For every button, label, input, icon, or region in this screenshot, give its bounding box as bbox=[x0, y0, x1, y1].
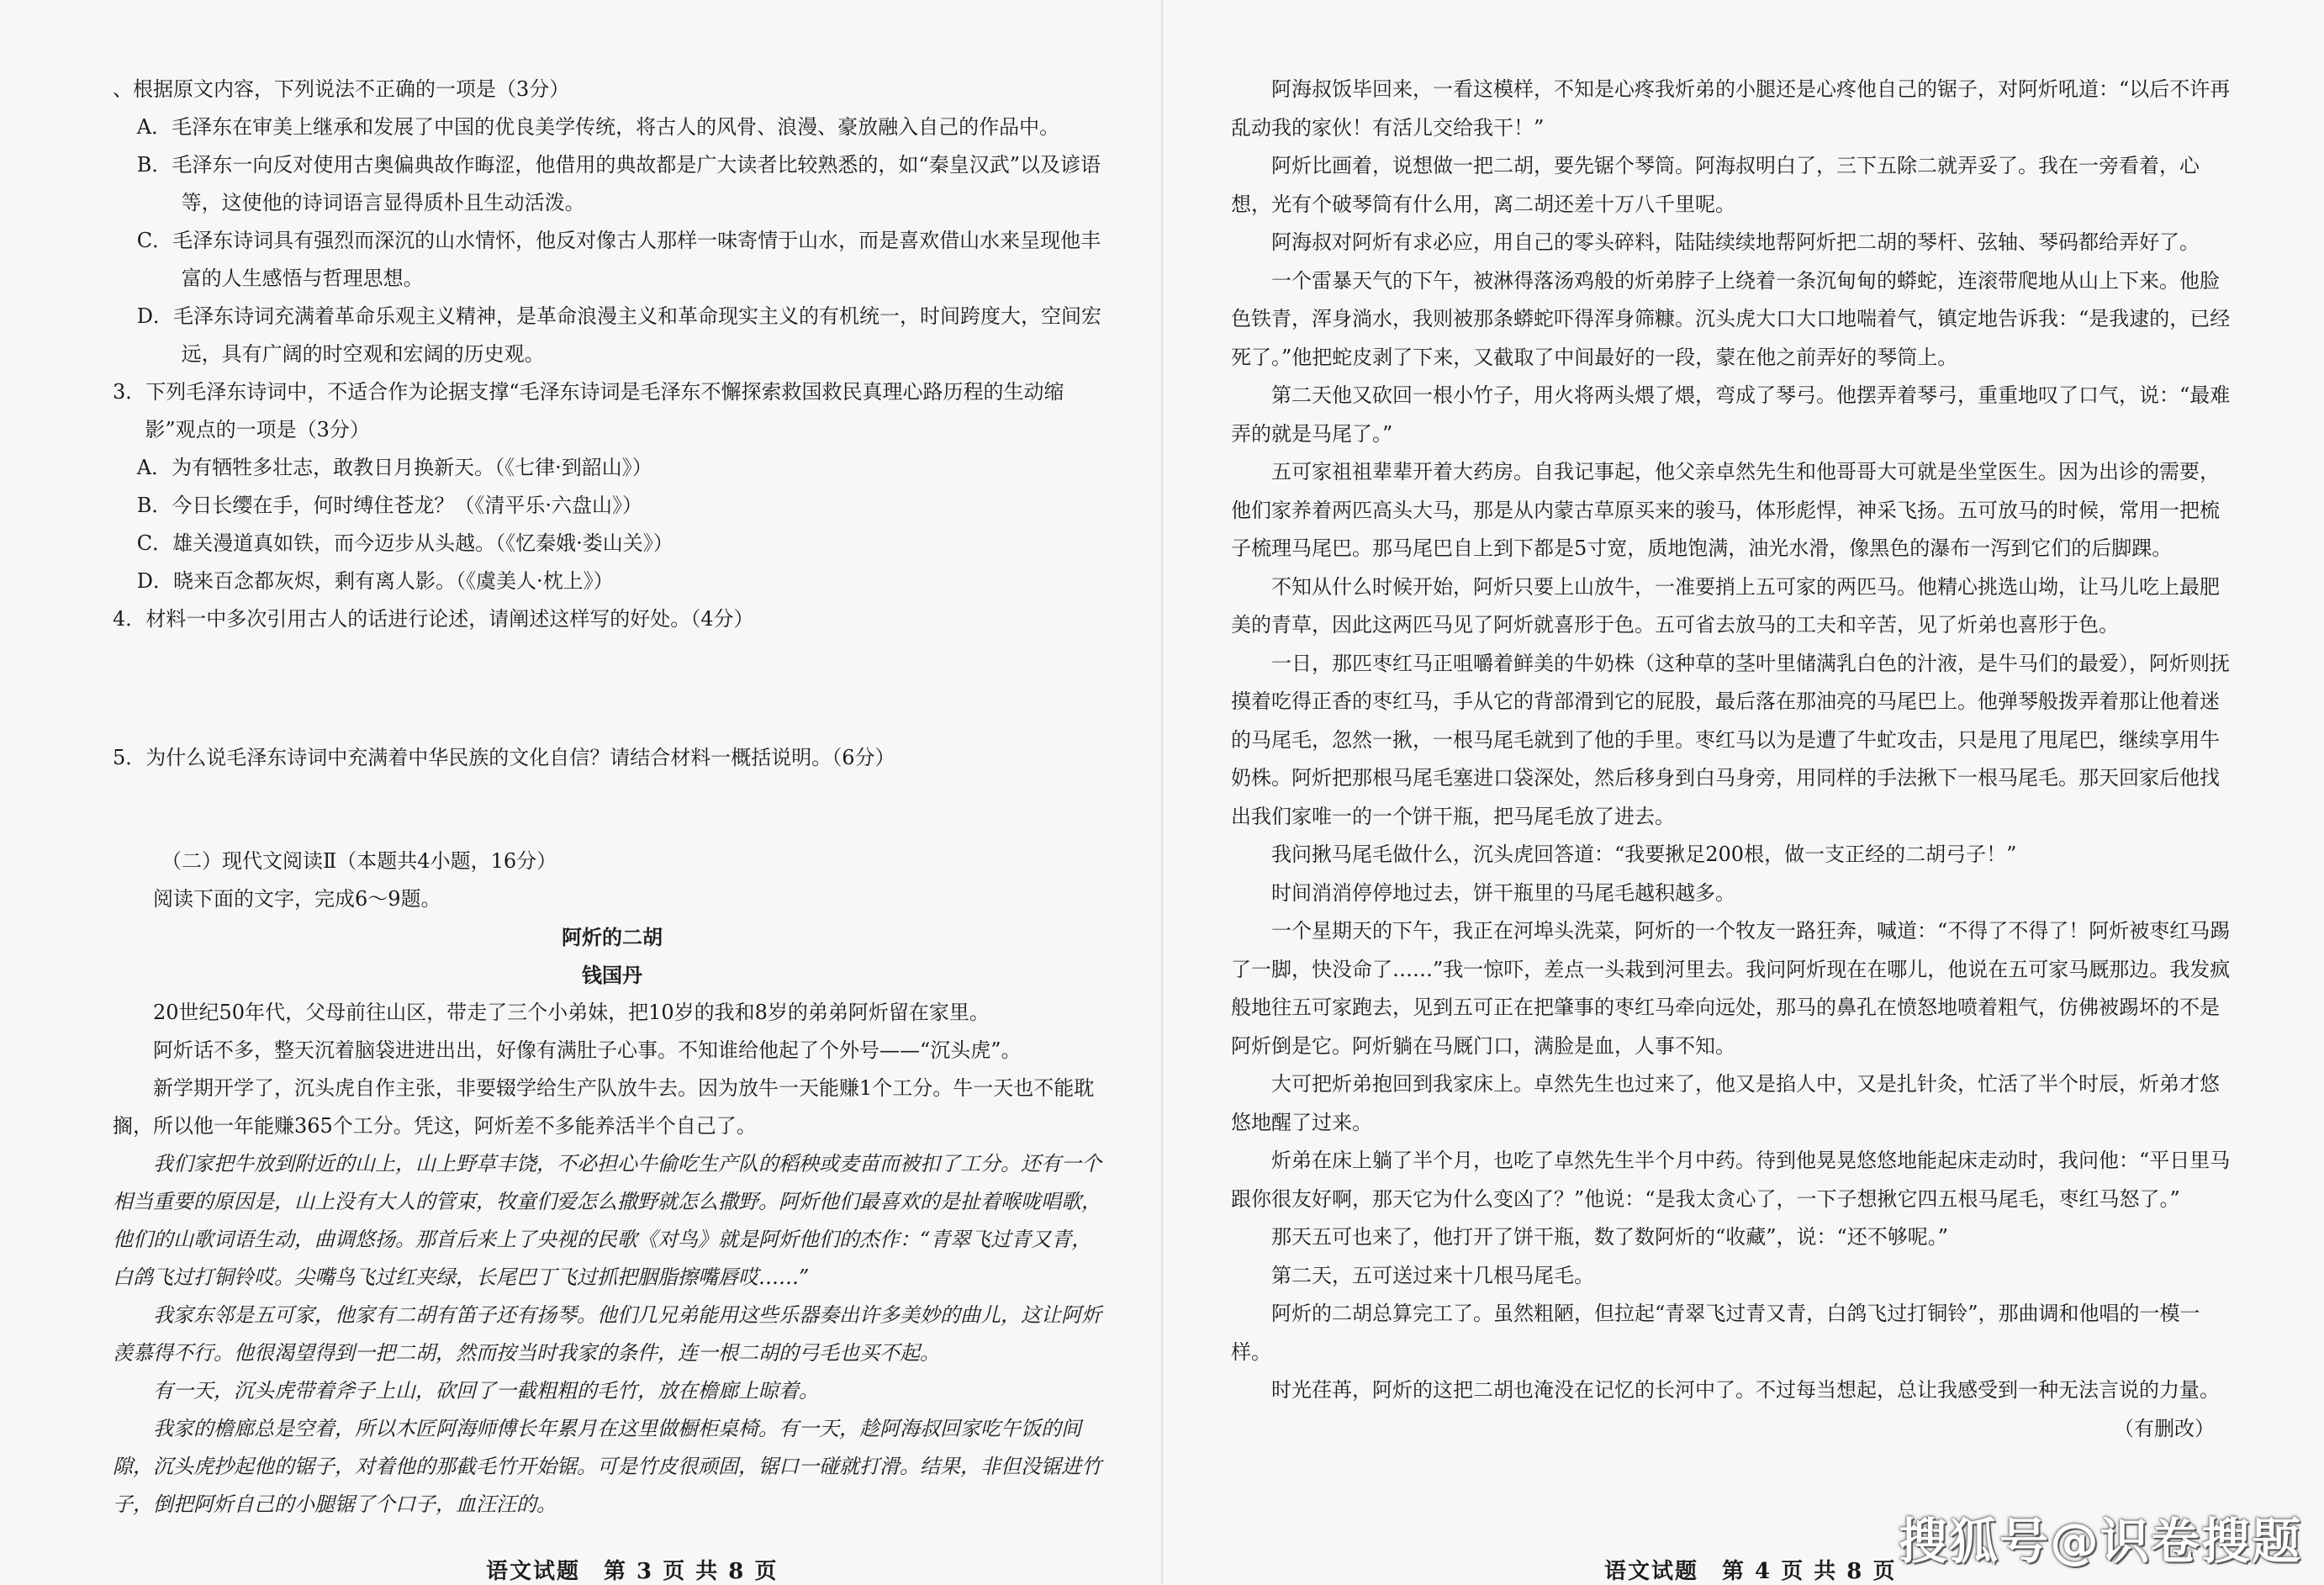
story-author: 钱国丹 bbox=[582, 963, 642, 987]
story-title: 阿炘的二胡 bbox=[562, 925, 663, 949]
question-3-option-d: D．晓来百念都灰烬，剩有离人影。（《虞美人·枕上》） bbox=[136, 569, 614, 593]
page-3-footer: 语文试题 第 3 页 共 8 页 bbox=[486, 1559, 779, 1584]
story-paragraph: 阿炘的二胡总算完工了。虽然粗陋，但拉起“青翠飞过青又青，白鸽飞过打铜铃”，那曲调和他唱的一模一样。 bbox=[1231, 1302, 2200, 1364]
question-2-option-c: C．毛泽东诗词具有强烈而深沉的山水情怀，他反对像古人那样一味寄情于山水，而是喜欢借山水来呈现他丰富的人生感悟与哲理思想。 bbox=[136, 229, 1101, 290]
story-paragraph: 20世纪50年代，父母前往山区，带走了三个小弟妹，把10岁的我和8岁的弟弟阿炘留在家里。 bbox=[153, 1001, 990, 1024]
watermark-logo: 搜狐号@识卷搜题 bbox=[1899, 1513, 2303, 1570]
story-paragraph: 我问揪马尾毛做什么，沉头虎回答道：“我要揪足200根，做一支正经的二胡弓子！” bbox=[1271, 843, 2017, 866]
story-paragraph: 新学期开学了，沉头虎自作主张，非要辍学给生产队放牛去。因为放牛一天能赚1个工分。牛一天也不能耽搁，所以他一年能赚365个工分。凭这，阿炘差不多能养活半个自己了。 bbox=[113, 1076, 1095, 1138]
page-4-footer: 语文试题 第 4 页 共 8 页 bbox=[1604, 1559, 1897, 1584]
story-paragraph: 第二天，五可送过来十几根马尾毛。 bbox=[1271, 1263, 1594, 1287]
story-paragraph: 有一天，沉头虎带着斧子上山，砍回了一截粗粗的毛竹，放在檐廊上晾着。 bbox=[153, 1379, 819, 1403]
story-paragraph: 阿海叔饭毕回来，一看这模样，不知是心疼我炘弟的小腿还是心疼他自己的锯子，对阿炘吼道：“以后不许再乱动我的家伙！有活儿交给我干！” bbox=[1231, 77, 2231, 140]
story-paragraph: 不知从什么时候开始，阿炘只要上山放牛，一准要捎上五可家的两匹马。他精心挑选山坳，让马儿吃上最肥美的青草，因此这两匹马见了阿炘就喜形于色。五可省去放马的工夫和辛苦，见了炘弟也喜形于色。 bbox=[1231, 574, 2220, 637]
question-2-stem: 、根据原文内容，下列说法不正确的一项是（3分） bbox=[113, 77, 570, 101]
section-heading: （二）现代文阅读Ⅱ（本题共4小题，16分） bbox=[161, 849, 557, 873]
story-paragraph: 一日，那匹枣红马正咀嚼着鲜美的牛奶株（这种草的茎叶里储满乳白色的汁液，是牛马们的最爱），阿炘则抚摸着吃得正香的枣红马，手从它的背部滑到它的屁股，最后落在那油亮的马尾巴上。他弹琴般拨弄着那让他着迷的马尾毛，忽然一揪，一根马尾毛就到了他的手里。枣红马以为是遭了牛虻攻击，只是甩了甩尾巴，继续享用牛奶株。阿炘把那根马尾毛塞进口袋深处，然后移身到白马身旁，用同样的手法揪下一根马尾毛。那天回家后他找出我们家唯一的一个饼干瓶，把马尾毛放了进去。 bbox=[1231, 651, 2230, 828]
story-paragraph: 炘弟在床上躺了半个月，也吃了卓然先生半个月中药。待到他晃晃悠悠地能起床走动时，我问他：“平日里马跟你很友好啊，那天它为什么变凶了？”他说：“是我太贪心了，一下子想揪它四五根马尾毛，枣红马怒了。” bbox=[1231, 1149, 2231, 1211]
story-paragraph: 我们家把牛放到附近的山上，山上野草丰饶，不必担心牛偷吃生产队的稻秧或麦苗而被扣了工分。还有一个相当重要的原因是，山上没有大人的管束，牧童们爱怎么撒野就怎么撒野。阿炘他们最喜欢的是扯着喉咙唱歌，他们的山歌词语生动，曲调悠扬。那首后来上了央视的民歌《对鸟》就是阿炘他们的杰作：“青翠飞过青又青，白鸽飞过打铜铃哎。尖嘴鸟飞过红夹绿，长尾巴丁飞过抓把胭脂擦嘴唇哎……” bbox=[113, 1152, 1101, 1289]
story-paragraph: 五可家祖祖辈辈开着大药房。自我记事起，他父亲卓然先生和他哥哥大可就是坐堂医生。因为出诊的需要，他们家养着两匹高头大马，那是从内蒙古草原买来的骏马，体形彪悍，神采飞扬。五可放马的时候，常用一把梳子梳理马尾巴。那马尾巴自上到下都是5寸宽，质地饱满，油光水滑，像黑色的瀑布一泻到它们的后脚踝。 bbox=[1231, 460, 2220, 560]
question-5: 5．为什么说毛泽东诗词中充满着中华民族的文化自信？请结合材料一概括说明。（6分） bbox=[113, 746, 895, 769]
story-paragraph: 阿炘比画着，说想做一把二胡，要先锯个琴筒。阿海叔明白了，三下五除二就弄妥了。我在一旁看着，心想，光有个破琴筒有什么用，离二胡还差十万八千里呢。 bbox=[1231, 154, 2200, 216]
story-paragraph: 阿海叔对阿炘有求必应，用自己的零头碎料，陆陆续续地帮阿炘把二胡的琴杆、弦轴、琴码都给弄好了。 bbox=[1271, 230, 2200, 254]
question-2-option-a: A．毛泽东在审美上继承和发展了中国的优良美学传统，将古人的风骨、浪漫、豪放融入自己的作品中。 bbox=[136, 115, 1060, 139]
story-paragraph: 那天五可也来了，他打开了饼干瓶，数了数阿炘的“收藏”，说：“还不够呢。” bbox=[1271, 1225, 1949, 1249]
question-3-option-c: C．雄关漫道真如铁，而今迈步从头越。（《忆秦娥·娄山关》） bbox=[136, 531, 673, 555]
story-paragraph: 阿炘话不多，整天沉着脑袋进进出出，好像有满肚子心事。不知谁给他起了个外号——“沉头虎”。 bbox=[153, 1038, 1022, 1062]
question-4: 4．材料一中多次引用古人的话进行论述，请阐述这样写的好处。（4分） bbox=[113, 607, 754, 631]
reading-instruction: 阅读下面的文字，完成6～9题。 bbox=[153, 887, 441, 911]
question-2-option-b: B．毛泽东一向反对使用古奥偏典故作晦涩，他借用的典故都是广大读者比较熟悉的，如“秦皇汉武”以及谚语等，这使他的诗词语言显得质朴且生动活泼。 bbox=[136, 153, 1101, 214]
question-3-stem: 3．下列毛泽东诗词中，不适合作为论据支撑“毛泽东诗词是毛泽东不懈探索救国救民真理心路历程的生动缩影”观点的一项是（3分） bbox=[113, 380, 1064, 441]
question-3-option-a: A．为有牺牲多壮志，敢教日月换新天。（《七律·到韶山》） bbox=[136, 456, 652, 479]
story-paragraph: 时间消消停停地过去，饼干瓶里的马尾毛越积越多。 bbox=[1271, 880, 1735, 905]
edit-note: （有删改） bbox=[2114, 1416, 2215, 1440]
story-paragraph: 我家东邻是五可家，他家有二胡有笛子还有扬琴。他们几兄弟能用这些乐器奏出许多美妙的曲儿，这让阿炘羡慕得不行。他很渴望得到一把二胡，然而按当时我家的条件，连一根二胡的弓毛也买不起。 bbox=[113, 1303, 1101, 1365]
page-3 bbox=[0, 0, 1162, 1584]
story-paragraph: 我家的檐廊总是空着，所以木匠阿海师傅长年累月在这里做橱柜桌椅。有一天，趁阿海叔回家吃午饭的间隙，沉头虎抄起他的锯子，对着他的那截毛竹开始锯。可是竹皮很顽固，锯口一碰就打滑。结果，非但没锯进竹子，倒把阿炘自己的小腿锯了个口子，血汪汪的。 bbox=[113, 1417, 1101, 1516]
story-paragraph: 一个雷暴天气的下午，被淋得落汤鸡般的炘弟脖子上绕着一条沉甸甸的蟒蛇，连滚带爬地从山上下来。他脸色铁青，浑身淌水，我则被那条蟒蛇吓得浑身筛糠。沉头虎大口大口地喘着气，镇定地告诉我：“是我逮的，已经死了。”他把蛇皮剥了下来，又截取了中间最好的一段，蒙在他之前弄好的琴筒上。 bbox=[1231, 268, 2231, 369]
story-paragraph: 一个星期天的下午，我正在河埠头洗菜，阿炘的一个牧友一路狂奔，喊道：“不得了不得了！阿炘被枣红马踢了一脚，快没命了……”我一惊吓，差点一头栽到河里去。我问阿炘现在在哪儿，他说在五可家马厩那边。我发疯般地往五可家跑去，见到五可正在把肇事的枣红马牵向远处，那马的鼻孔在愤怒地喷着粗气，仿佛被踢坏的不是阿炘倒是它。阿炘躺在马厩门口，满脸是血，人事不知。 bbox=[1231, 919, 2231, 1058]
page-4 bbox=[1162, 0, 2324, 1584]
story-paragraph: 大可把炘弟抱回到我家床上。卓然先生也过来了，他又是掐人中，又是扎针灸，忙活了半个时辰，炘弟才悠悠地醒了过来。 bbox=[1231, 1072, 2220, 1134]
question-2-option-d: D．毛泽东诗词充满着革命乐观主义精神，是革命浪漫主义和革命现实主义的有机统一，时间跨度大，空间宏远，具有广阔的时空观和宏阔的历史观。 bbox=[136, 304, 1102, 366]
story-paragraph: 时光荏苒，阿炘的这把二胡也淹没在记忆的长河中了。不过每当想起，总让我感受到一种无法言说的力量。 bbox=[1271, 1378, 2220, 1402]
question-3-option-b: B．今日长缨在手，何时缚住苍龙？（《清平乐·六盘山》） bbox=[136, 494, 643, 517]
story-paragraph: 第二天他又砍回一根小竹子，用火将两头煨了煨，弯成了琴弓。他摆弄着琴弓，重重地叹了口气，说：“最难弄的就是马尾了。” bbox=[1231, 383, 2231, 446]
